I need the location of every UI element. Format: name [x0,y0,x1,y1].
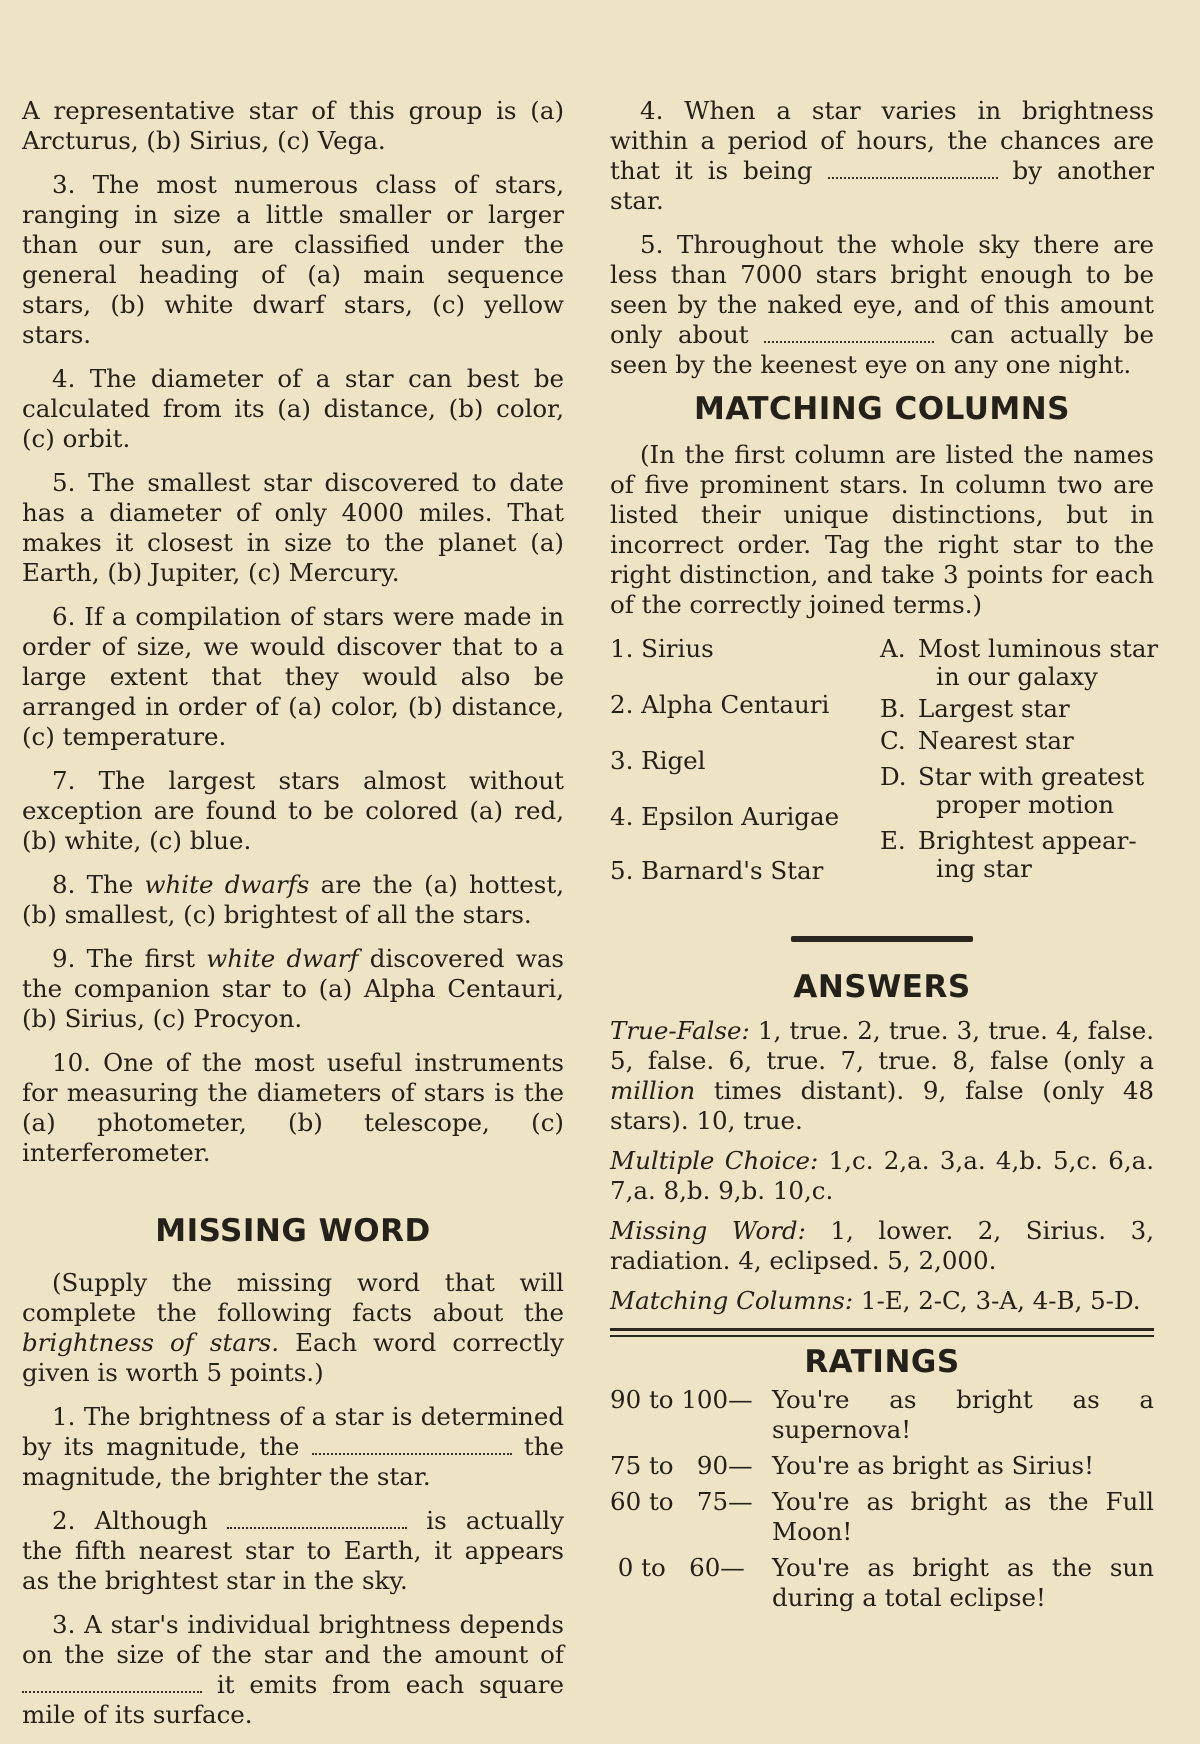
mw-intro-emphasis: brightness of stars. [22,1328,280,1357]
rating-row [610,1385,1154,1445]
rating-text: You're as bright as Sirius! [772,1451,1094,1480]
rating-text: You're as bright as the sun during a total eclipse! [772,1553,1154,1612]
answer-blank [828,159,998,179]
answers-multiple-choice [610,1146,1154,1206]
rating-score: 75 to 90— [610,1451,753,1480]
mw-intro-post: Each word correctly given is worth 5 points.) [22,1328,564,1387]
mw-q3-b: it emits from each square mile of its surface. [22,1670,564,1729]
q8-emphasis: white dwarfs [144,870,310,899]
mw-label: Missing Word: [610,1216,806,1245]
matching-columns-heading: MATCHING COLUMNS [693,391,1071,427]
distinction-text: Largest star [918,694,1070,723]
missing-word-intro [22,1268,564,1388]
mw-text: 1, lower. 2, Sirius. 3, radiation. 4, eclipsed. 5, 2,000. [610,1216,1154,1275]
mc-question-6: 6. If a compilation of stars were made in order of size, we would discover that to a large extent that they would also be arranged in order of (a) color, (b) distance, (c) temperature. [22,602,564,751]
left-column [22,96,564,1744]
answer-blank [22,1673,202,1693]
mc-question-10: 10. One of the most useful instruments for measuring the diameters of stars is the (a) photometer, (b) telescope, (c) interferometer. [22,1048,564,1167]
distinction-text: Star with greatest [918,762,1145,791]
mc-question-2-continued: A representative star of this group is (a) Arcturus, (b) Sirius, (c) Vega. [22,96,564,155]
mc-question-4: 4. The diameter of a star can best be calculated from its (a) distance, (b) color, (c) orbit. [22,364,564,453]
distinction-letter: A. [880,634,906,663]
rating-row [610,1553,1154,1613]
mw-q2-b: is actually the fifth nearest star to Earth, it appears as the brightest star in the sky. [22,1506,564,1595]
answers-matching [610,1286,1154,1316]
distinction-text: Nearest star [918,726,1074,755]
mcol-label: Matching Columns: [610,1286,854,1315]
mc-question-5: 5. The smallest star discovered to date has a diameter of only 4000 miles. That makes it closest in size to the planet (a) Earth, (b) Jupiter, (c) Mercury. [22,468,564,587]
mw-question-3 [22,1610,564,1730]
mw-intro-pre: (Supply the missing word that will complete the following facts about the [22,1268,564,1327]
double-rule-divider [610,1328,1154,1337]
mc-question-3: 3. The most numerous class of stars, ranging in size a little smaller or larger than our sun, are classified under the general heading of (a) main sequence stars, (b) white dwarf stars, (c) yellow stars. [22,170,564,349]
mw-q2-a: 2. Although [52,1506,208,1535]
star-item: 5. Barnard's Star [610,856,824,885]
mw-q5-b: can actually be seen by the keenest eye on any one night. [610,320,1154,379]
mw-question-2 [22,1506,564,1596]
rating-score: 60 to 75— [610,1487,753,1516]
ratings-list [610,1385,1154,1613]
distinction-letter: D. [880,762,907,791]
answer-blank [312,1435,512,1455]
tf-text-a: 1, true. 2, true. 3, true. 4, false. 5, false. 6, true. 7, true. 8, false (only a [610,1016,1154,1075]
mc-text: 1,c. 2,a. 3,a. 4,b. 5,c. 6,a. 7,a. 8,b. 9,b. 10,c. [610,1146,1155,1205]
answers-true-false [610,1016,1154,1136]
star-item: 1. Sirius [610,634,714,663]
matching-intro: (In the first column are listed the names of five prominent stars. In column two are listed their unique distinctions, but in incorrect order. Tag the right star to the right distinction, and take 3 points for each of the correctly joined terms.) [610,440,1154,619]
star-item: 2. Alpha Centauri [610,690,830,719]
tf-emphasis: million [610,1076,696,1105]
distinction-text: in our galaxy [936,662,1098,691]
rating-text: You're as bright as the Full Moon! [772,1487,1154,1546]
rating-text: You're as bright as a supernova! [772,1385,1154,1444]
mw-q3-a: 3. A star's individual brightness depends on the size of the star and the amount of [22,1610,564,1669]
mw-q1-a: 1. The brightness of a star is determined by its magnitude, the [22,1402,564,1461]
star-item: 3. Rigel [610,746,706,775]
mcol-text: 1-E, 2-C, 3-A, 4-B, 5-D. [853,1286,1141,1315]
mw-question-4 [610,96,1154,216]
missing-word-heading: MISSING WORD [155,1213,431,1249]
mw-question-1 [22,1402,564,1492]
star-item: 4. Epsilon Aurigae [610,802,840,831]
answer-blank [764,323,934,343]
ratings-heading: RATINGS [804,1344,960,1380]
q9-post: discovered was the companion star to (a) Alpha Centauri, (b) Sirius, (c) Procyon. [22,944,564,1033]
mc-label: Multiple Choice: [610,1146,819,1175]
q8-pre: 8. The [52,870,145,899]
answers-block [610,1016,1154,1316]
mc-question-8 [22,870,564,930]
distinction-letter: B. [880,694,906,723]
right-column [610,96,1159,1619]
distinction-text: proper motion [936,790,1115,819]
mw-q5-a: 5. Throughout the whole sky there are less than 7000 stars bright enough to be seen by the naked eye, and of this amount only about [610,230,1154,349]
mw-question-5 [610,230,1154,380]
rating-score: 90 to 100— [610,1385,753,1414]
distinction-text: Brightest appear- [918,826,1137,855]
section-divider [791,936,973,942]
q9-pre: 9. The first [52,944,207,973]
mw-q1-b: the magnitude, the brighter the star. [22,1432,564,1491]
mw-q4-a: 4. When a star varies in brightness within a period of hours, the chances are that it is being [610,96,1154,185]
mc-question-9 [22,944,564,1034]
rating-score: 0 to 60— [610,1553,745,1582]
mw-q4-b: by another star. [610,156,1154,215]
answers-missing-word [610,1216,1154,1276]
rating-row [610,1451,1154,1481]
answers-heading: ANSWERS [793,969,971,1005]
q9-emphasis: white dwarf [206,944,359,973]
rating-row [610,1487,1154,1547]
q8-post: are the (a) hottest, (b) smallest, (c) brightest of all the stars. [22,870,564,929]
tf-text-b: times distant). 9, false (only 48 stars). 10, true. [610,1076,1154,1135]
answer-blank [227,1509,407,1529]
distinction-text: ing star [936,854,1032,883]
distinction-letter: C. [880,726,906,755]
distinction-letter: E. [880,826,906,855]
mc-question-7: 7. The largest stars almost without exception are found to be colored (a) red, (b) white, (c) blue. [22,766,564,855]
tf-label: True-False: [610,1016,750,1045]
distinction-text: Most luminous star [918,634,1159,663]
matching-table [610,634,1159,898]
